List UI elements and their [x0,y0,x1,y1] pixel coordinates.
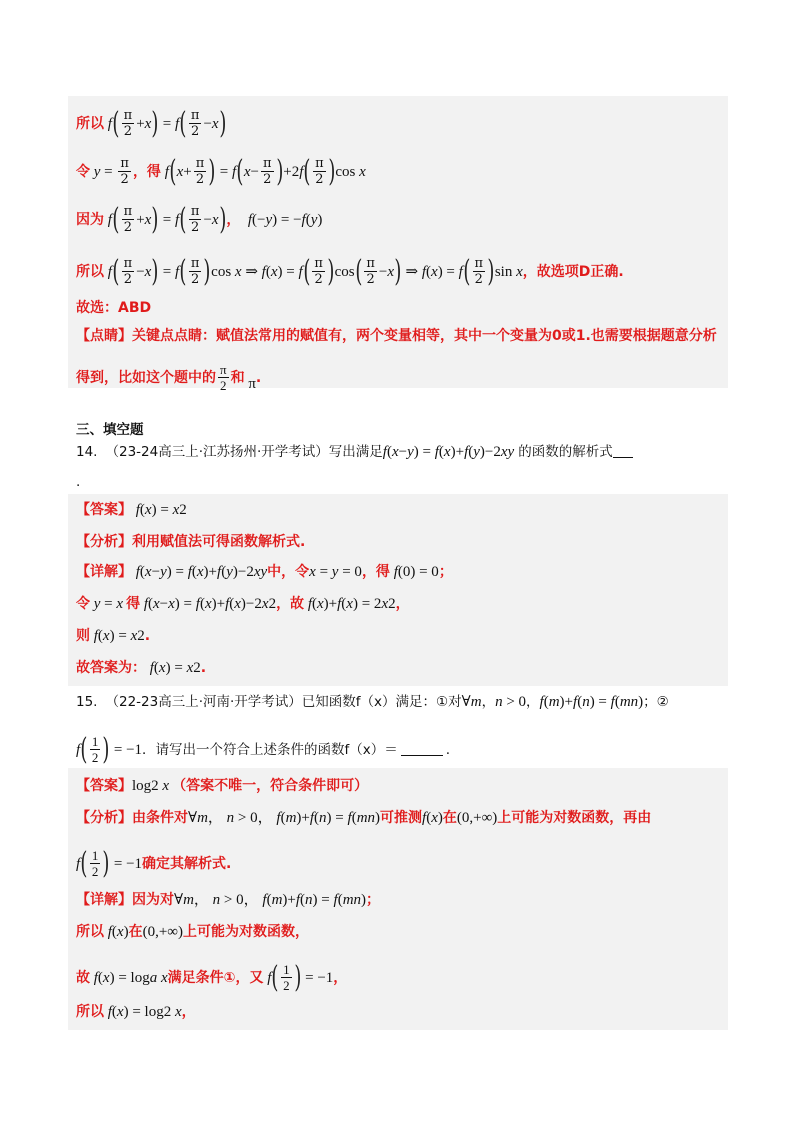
q15-semi: ；② [643,694,669,710]
tip-text-a: 得到，比如这个题中的 [76,369,216,386]
q14-tail: 的函数的解析式 [518,444,613,460]
q15-equals: ＝ [384,741,398,758]
q14-period: . [76,474,81,490]
q15-line-2: f ( $\frac{1}{2}$ ) = −1 ．请写出一个符合上述条件的函数 f（x） ＝ . [76,731,451,767]
solution-line-3: 因为 f ( $\frac{\pi}{2}$ + x ) = f ( $\frac{\pi}{2}$ − x ) ， f (− y ) = − f ( y ) [76,201,323,237]
text-lead: 所以 [76,115,104,132]
detail-mid-2: ，得 [361,564,390,580]
answer-label: 【答案】 [76,778,132,794]
tip-text: 【点睛】关键点点睛：赋值法常用的赋值有，两个变量相等，其中一个变量为0或1.也需要根据题意分析 [76,328,717,344]
q14-final: 故答案为： f ( x ) = x 2 . [76,660,207,676]
section-title-text: 三、填空题 [76,422,144,438]
detail-mid-1: 中，令 [267,564,310,580]
q14-number: 14. [76,444,98,460]
q15-detail-3: 故 f ( x ) = log a x 满足条件①，又 f ( $\frac{1}{2}$ ) = −1 ， [76,959,348,995]
line3-lead: 则 [76,628,90,644]
q15-number: 15. [76,694,98,710]
analysis-tail: 上可能为对数函数，再由 [497,810,652,826]
detail-end: ； [366,892,381,908]
d4-end: ， [181,1004,196,1020]
final-end: . [200,660,207,676]
analysis2-tail: 确定其解析式. [142,855,232,872]
answer-text: 故选：ABD [76,300,152,316]
q15-detail-1: 【详解】因为对 ∀ m ， n > 0， f ( m )+ f ( n ) = f ( mn ) ； [76,892,381,908]
tip-line-1 [76,326,717,346]
q14-analysis [76,532,305,552]
line3-end: . [144,628,151,644]
answer-line [76,298,151,318]
q15-comma-2: ， [526,694,540,710]
d3-lead: 故 [76,969,90,986]
q15-line2-tail: ．请写出一个符合上述条件的函数 [142,741,345,758]
text-lead: 令 [76,163,90,180]
d4-lead: 所以 [76,1004,104,1020]
q14-line-2 [76,472,80,492]
d3-end: ， [333,969,348,986]
text-tail: ，故选项D正确. [522,263,624,280]
q15-cond1: 满足：①对 [395,694,462,710]
text-mid: ，得 [132,163,161,180]
line2-lead: 令 [76,596,90,612]
q14-detail-2: 令 y = x 得 f ( x − x ) = f ( x )+ f ( x )−2 x 2 ，故 f ( x )+ f ( x ) = 2 x 2 ， [76,596,410,612]
q14-answer: 【答案】 f ( x ) = x 2 [76,502,187,518]
d2-lead: 所以 [76,924,104,940]
q15-comma: ， [481,694,496,710]
q15-answer: 【答案】 log 2 x （答案不唯一，符合条件即可） [76,778,369,794]
tip-line-2: 得到，比如这个题中的 $\frac{\pi}{2}$ 和 π . [76,362,262,393]
q14-line-1: 14. （23-24高三上·江苏扬州·开学考试）写出满足 f ( x − y ) = f ( x )+ f ( y )−2 xy 的函数的解析式 [76,442,633,462]
q14-source: （23-24高三上·江苏扬州·开学考试）写出满足 [105,444,383,460]
d2-mid: 在 [128,924,143,940]
q15-fx-2: f（x） [344,741,385,758]
solution-line-4: 所以 f ( $\frac{\pi}{2}$ − x ) = f ( $\frac{\pi}{2}$ ) cos x ⇒ f ( x ) = f ( $\frac{\pi}{2}$ ) cos ( $\frac{\pi}{2}$ − x ) ⇒ f ( x ) = f ( $\frac{\pi}{2}$ ) sin x ，故选项D正确. [76,253,624,289]
final-lead: 故答案为： [76,660,146,676]
analysis-mid-2: 在 [442,810,457,826]
q15-source: （22-23高三上·河南·开学考试）已知函数 [105,694,356,710]
tip-text-c: . [255,369,262,386]
tip-text-b: 和 [230,369,245,386]
q15-analysis-2: f ( $\frac{1}{2}$ ) = −1 确定其解析式. [76,845,232,881]
q15-detail-2: 所以 f ( x ) 在 (0,+∞) 上可能为对数函数， [76,924,309,940]
section-title [76,420,144,440]
answer-blank [613,447,633,458]
q15-fx: f（x） [355,694,396,710]
detail-lead: 【详解】因为对 [76,892,174,908]
text-lead: 因为 [76,211,104,228]
d3-mid: 满足条件①，又 [167,969,264,986]
solution-line-1: 所以 f ( $\frac{\pi}{2}$ + x ) = f ( $\frac{\pi}{2}$ − x ) [76,105,226,141]
answer-label: 【答案】 [76,502,132,518]
analysis-text: 【分析】利用赋值法可得函数解析式. [76,534,306,550]
line2-end: ， [395,596,410,612]
analysis-lead: 【分析】由条件对 [76,810,188,826]
solution-line-2: 令 y = $\frac{\pi}{2}$ ，得 f ( x + $\frac{\pi}{2}$ ) = f ( x − $\frac{\pi}{2}$ ) +2 f ( $\frac{\pi}{2}$ ) cos x [76,153,366,189]
q14-detail-3: 则 f ( x ) = x 2 . [76,628,151,644]
detail-end: ； [438,564,453,580]
text-mid: ， [226,211,241,228]
text-lead: 所以 [76,263,104,280]
detail-label: 【详解】 [76,564,132,580]
q15-end: . [445,741,451,758]
answer-blank [401,743,443,756]
d2-tail: 上可能为对数函数， [183,924,309,940]
q15-line-1: 15. （22-23高三上·河南·开学考试）已知函数 f（x） 满足：①对 ∀ m ， n > 0 ， f ( m )+ f ( n ) = f ( mn ) ；② [76,694,669,710]
q14-detail-1: 【详解】 f ( x − y ) = f ( x )+ f ( y )−2 xy 中，令 x = y = 0 ，得 f (0) = 0 ； [76,564,453,580]
q15-detail-4: 所以 f ( x ) = log 2 x ， [76,1004,196,1020]
answer-note: （答案不唯一，符合条件即可） [172,778,369,794]
q15-analysis-1: 【分析】由条件对 ∀ m ， n > 0， f ( m )+ f ( n ) = f ( mn ) 可推测 f ( x ) 在 (0,+∞) 上可能为对数函数，再由 [76,810,652,826]
line2-mid-1: 得 [126,596,141,612]
line2-mid-2: ，故 [276,596,305,612]
analysis-mid: 可推测 [380,810,423,826]
